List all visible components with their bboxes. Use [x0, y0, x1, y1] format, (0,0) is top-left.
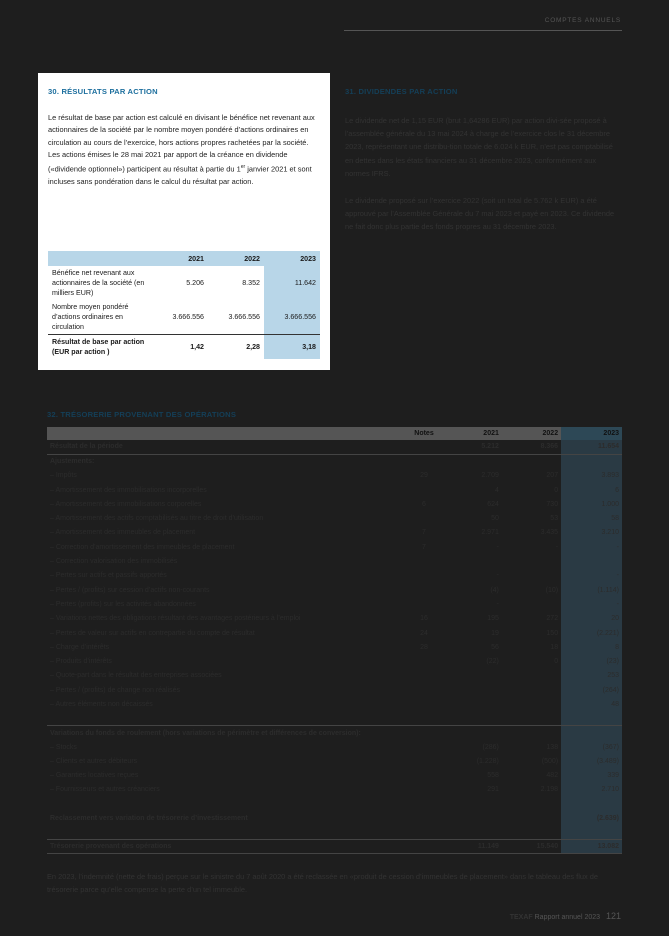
- table-row: [47, 511, 622, 525]
- table-row: [47, 825, 622, 839]
- cell-value: (500): [541, 757, 559, 765]
- row-label: Variations du fonds de roulement (hors variations de périmètre et différences de conversion):: [47, 726, 407, 740]
- table-row: [47, 583, 622, 597]
- row-notes: [407, 839, 441, 853]
- cell-value: 2.971: [481, 529, 499, 537]
- cell-value: [561, 726, 622, 740]
- cell-value: 48: [561, 697, 622, 711]
- cell-value: 6: [561, 483, 622, 497]
- cell-value: [561, 797, 622, 811]
- row-notes: 6: [422, 500, 426, 508]
- row-label: – Clients et autres débiteurs: [50, 757, 138, 765]
- row-notes: [407, 726, 441, 740]
- row-label: Reclassement vers variation de trésorerie d’investissement: [50, 814, 248, 822]
- cell-value: 53: [550, 515, 559, 523]
- cf-header-row: [47, 427, 622, 440]
- cell-value: 2,28: [208, 335, 264, 360]
- table-row: [47, 454, 622, 468]
- cell-value: [502, 554, 561, 568]
- table-row: [47, 697, 622, 711]
- cell-value: [502, 597, 561, 611]
- cell-value: 5.212: [441, 440, 502, 454]
- cell-value: [502, 569, 561, 583]
- table-row: [47, 569, 622, 583]
- row-label: Trésorerie provenant des opérations: [47, 839, 407, 853]
- row-notes: 28: [420, 643, 428, 651]
- cell-value: [561, 712, 622, 726]
- table-row: [47, 540, 622, 554]
- cell-value: 56: [491, 643, 499, 651]
- row-notes: [407, 797, 441, 811]
- section-32-title: 32. TRÉSORERIE PROVENANT DES OPÉRATIONS: [47, 410, 237, 419]
- brand-name: TEXAF: [509, 914, 533, 921]
- cell-value: 13.082: [561, 839, 622, 853]
- report-name: Rapport annuel 2023: [534, 914, 601, 921]
- cell-value: 150: [546, 629, 559, 637]
- cell-value: 207: [546, 472, 559, 480]
- cell-value: 3.666.556: [264, 300, 320, 335]
- superscript: er: [240, 164, 246, 171]
- cell-value: 11.149: [441, 839, 502, 853]
- row-notes: [407, 511, 441, 525]
- row-notes: [407, 597, 441, 611]
- year-header: 2022: [502, 427, 561, 440]
- row-label: – Pertes sur actifs et passifs apportés: [50, 572, 167, 580]
- paragraph-part-b: janvier 2021 et sont incluses sans pondération dans le calcul du résultat par action.: [48, 164, 312, 186]
- cell-value: 138: [546, 743, 559, 751]
- row-label: – Amortissement des actifs comptabilisés au titre de droit d’utilisation: [50, 515, 264, 523]
- header-blank: [47, 427, 407, 440]
- cell-value: [441, 712, 502, 726]
- section-30-card: [38, 73, 330, 370]
- row-label: – Stocks: [50, 743, 77, 751]
- cell-value: [441, 797, 502, 811]
- row-notes: [407, 697, 441, 711]
- section-31-paragraph-2: Le dividende proposé sur l’exercice 2022 (soit un total de 5.762 k EUR) a été approuvé par l’Assemblée Générale du 7 mai 2023 et payé en 2023. Ce dividende ne fait donc plus partie des fonds propres au 31 décembre 2023.: [345, 196, 615, 232]
- cell-value: 2.710: [561, 783, 622, 797]
- cell-value: [502, 454, 561, 468]
- row-notes: [407, 712, 441, 726]
- row-label: Nombre moyen pondéré d’actions ordinaires en circulation: [52, 303, 129, 331]
- row-label: Ajustements:: [50, 458, 95, 466]
- row-notes: [407, 454, 441, 468]
- cell-value: 3.666.556: [172, 313, 204, 321]
- cell-value: 624: [487, 500, 499, 508]
- cell-value: 20: [561, 612, 622, 626]
- section-31-title: 31. DIVIDENDES PAR ACTION: [345, 87, 458, 96]
- header-blank: [48, 251, 152, 266]
- row-notes: [407, 811, 441, 825]
- table-row: [47, 726, 622, 740]
- cell-value: 1,42: [152, 335, 208, 360]
- cell-value: [441, 554, 502, 568]
- table-row: [47, 769, 622, 783]
- cell-value: (2.639): [561, 811, 622, 825]
- row-notes: [407, 683, 441, 697]
- cell-value: 3.435: [540, 529, 559, 537]
- cell-value: [561, 825, 622, 839]
- cell-value: (1.228): [476, 757, 499, 765]
- row-label: – Fournisseurs et autres créanciers: [50, 786, 160, 794]
- row-label: – Amortissement des immobilisations corporelles: [50, 500, 202, 508]
- cell-value: (286): [482, 743, 499, 751]
- cell-value: 0: [554, 658, 559, 666]
- cell-value: 3.893: [561, 469, 622, 483]
- cash-flow-table: [47, 427, 622, 854]
- table-row: [47, 797, 622, 811]
- cell-value: [502, 712, 561, 726]
- cell-value: -: [561, 569, 622, 583]
- table-row: [47, 612, 622, 626]
- cell-value: 15.540: [502, 839, 561, 853]
- cell-value: 195: [487, 615, 499, 623]
- cell-value: 558: [487, 772, 499, 780]
- cell-value: -: [561, 597, 622, 611]
- row-notes: 16: [420, 615, 428, 623]
- cell-value: 272: [546, 615, 559, 623]
- table-row: [47, 440, 622, 454]
- cell-value: 11.654: [561, 440, 622, 454]
- year-header: 2022: [208, 251, 264, 266]
- cell-value: 339: [561, 769, 622, 783]
- cell-value: -: [555, 543, 559, 551]
- cell-value: (10): [545, 586, 559, 594]
- table-row: [47, 783, 622, 797]
- row-label: – Amortissement des immobilisations incorporelles: [50, 486, 207, 494]
- table-row: [47, 754, 622, 768]
- row-label: – Pertes / (profits) sur cession d’actifs non-courants: [50, 586, 210, 594]
- cell-value: (264): [561, 683, 622, 697]
- row-notes: [407, 825, 441, 839]
- row-label: – Correction d’amortissement des immeubles de placement: [50, 543, 235, 551]
- cell-value: [441, 811, 502, 825]
- year-header: 2023: [561, 427, 622, 440]
- running-header: COMPTES ANNUELS: [544, 17, 621, 24]
- table-row: [47, 526, 622, 540]
- cell-value: [561, 554, 622, 568]
- row-notes: [407, 754, 441, 768]
- cell-value: 2.198: [540, 786, 559, 794]
- table-row: [47, 469, 622, 483]
- year-header: 2021: [152, 251, 208, 266]
- cell-value: 291: [487, 786, 499, 794]
- row-label: – Quote-part dans le résultat des entreprises associées: [50, 672, 222, 680]
- table-row: [47, 654, 622, 668]
- cell-value: 3.210: [561, 526, 622, 540]
- section-30-title: 30. RÉSULTATS PAR ACTION: [48, 87, 158, 96]
- cell-value: 11.642: [264, 266, 320, 300]
- row-label: – Charge d’intérêts: [50, 643, 110, 651]
- row-notes: [407, 554, 441, 568]
- cell-value: 8.352: [242, 279, 260, 287]
- table-row: [47, 811, 622, 825]
- cell-value: [502, 726, 561, 740]
- row-label: – Amortissement des immeubles de placement: [50, 529, 196, 537]
- cell-value: 50: [491, 515, 499, 523]
- cell-value: (367): [561, 740, 622, 754]
- eps-header-row: [48, 251, 320, 266]
- paragraph-part-a: Le résultat de base par action est calculé en divisant le bénéfice net revenant aux actionnaires de la société par le nombre moyen pondéré d’actions ordinaires en circulation au cours de l’exercice, hors actions propres rachetées par la société. Les actions émises le 28 mai 2021 par apport de la créance en dividende («dividende optionnel») participent au résultat à partie du 1: [48, 113, 315, 174]
- row-notes: 29: [420, 472, 428, 480]
- cell-value: -: [496, 543, 499, 551]
- cell-value: [561, 454, 622, 468]
- notes-header: Notes: [407, 427, 441, 440]
- cell-value: 3.666.556: [228, 313, 260, 321]
- cell-value: 482: [546, 772, 559, 780]
- cell-value: (1.114): [561, 583, 622, 597]
- row-notes: [407, 483, 441, 497]
- table-row-total: [48, 335, 320, 360]
- cell-value: [502, 683, 561, 697]
- cell-value: (3.489): [561, 754, 622, 768]
- cell-value: [502, 797, 561, 811]
- table-row: [47, 669, 622, 683]
- page-footer: [510, 911, 621, 921]
- cell-value: [441, 697, 502, 711]
- row-notes: 24: [420, 629, 428, 637]
- table-row: [48, 300, 320, 335]
- row-notes: [407, 769, 441, 783]
- row-notes: [407, 669, 441, 683]
- cell-value: 8: [561, 640, 622, 654]
- row-label: – Pertes / (profits) de change non réalisés: [50, 686, 180, 694]
- table-row: [47, 683, 622, 697]
- cell-value: 1.000: [561, 497, 622, 511]
- cell-value: (23): [561, 654, 622, 668]
- cell-value: (2.221): [561, 626, 622, 640]
- row-notes: [407, 654, 441, 668]
- table-row: [47, 554, 622, 568]
- cell-value: 18: [550, 643, 559, 651]
- row-label: [47, 825, 407, 839]
- section-30-paragraph: [48, 112, 320, 188]
- cell-value: [441, 683, 502, 697]
- cell-value: 19: [491, 629, 499, 637]
- row-notes: 7: [422, 529, 426, 537]
- cell-value: 2.709: [481, 472, 499, 480]
- cell-value: 58: [561, 511, 622, 525]
- cell-value: 730: [546, 500, 559, 508]
- row-notes: 7: [422, 543, 426, 551]
- cell-value: -: [561, 540, 622, 554]
- table-row: [47, 740, 622, 754]
- cell-value: 0: [554, 486, 559, 494]
- row-label: – Impôts: [50, 472, 77, 480]
- cell-value: 5.206: [186, 279, 204, 287]
- header-rule: [344, 30, 622, 31]
- eps-table: [48, 251, 320, 359]
- year-header: 2023: [264, 251, 320, 266]
- cell-value: 8.366: [502, 440, 561, 454]
- cell-value: (22): [486, 658, 499, 666]
- row-label: – Variations nettes des obligations résultant des avantages postérieurs à l’emploi: [50, 615, 301, 623]
- section-31: [345, 87, 621, 234]
- cell-value: [441, 454, 502, 468]
- row-label: [47, 797, 407, 811]
- row-label: Bénéfice net revenant aux actionnaires de la société (en milliers EUR): [52, 269, 145, 297]
- cell-value: [502, 825, 561, 839]
- table-row: [48, 266, 320, 300]
- row-notes: [407, 740, 441, 754]
- row-label: – Pertes (profits) sur les activités abandonnées: [50, 600, 196, 608]
- row-notes: [407, 440, 441, 454]
- cell-value: -: [496, 600, 499, 608]
- cell-value: [441, 669, 502, 683]
- table-row: [47, 640, 622, 654]
- row-label: – Garanties locatives reçues: [50, 772, 139, 780]
- cell-value: [502, 811, 561, 825]
- cell-value: 3,18: [264, 335, 320, 360]
- row-notes: [407, 783, 441, 797]
- row-label: – Produits d’intérêts: [50, 658, 112, 666]
- row-label: Résultat de la période: [47, 440, 407, 454]
- section-31-paragraph-1: Le dividende net de 1,15 EUR (brut 1,64286 EUR) par action divi-sée proposé à l’assemblée générale du 13 mai 2024 à charge de l’exercice clos le 31 décembre 2023, représentant une distribu-tion totale de 6.024 k EUR, n’est pas comptabilisé en dettes dans les états financiers au 31 décembre 2023, conformément aux normes IFRS.: [345, 116, 613, 178]
- cell-value: [441, 726, 502, 740]
- row-label: [47, 712, 407, 726]
- cell-value: 253: [561, 669, 622, 683]
- row-label: – Correction valorisation des immobilisés: [50, 558, 178, 566]
- table-row: [47, 597, 622, 611]
- row-notes: [407, 583, 441, 597]
- section-32-footnote: En 2023, l’indemnité (nette de frais) perçue sur le sinistre du 7 août 2020 a été reclassée en «produit de cession d’immeubles de placement» dans le tableau des flux de trésorerie parce qu’elle compense la perte d’un tel immeuble.: [47, 872, 598, 894]
- row-label: Résultat de base par action (EUR par action ): [48, 335, 152, 360]
- table-row: [47, 626, 622, 640]
- cell-value: -: [496, 572, 499, 580]
- table-row: [47, 483, 622, 497]
- table-row: [47, 712, 622, 726]
- cell-value: [441, 825, 502, 839]
- row-label: – Autres éléments non décaissés: [50, 700, 153, 708]
- row-notes: [407, 569, 441, 583]
- table-row: [47, 839, 622, 853]
- cell-value: [502, 697, 561, 711]
- cell-value: [502, 669, 561, 683]
- page-number: 121: [605, 911, 621, 921]
- row-label: – Pertes de valeur sur actifs en contrepartie du compte de résultat: [50, 629, 255, 637]
- cell-value: (4): [490, 586, 499, 594]
- year-header: 2021: [441, 427, 502, 440]
- table-row: [47, 497, 622, 511]
- cell-value: 4: [494, 486, 499, 494]
